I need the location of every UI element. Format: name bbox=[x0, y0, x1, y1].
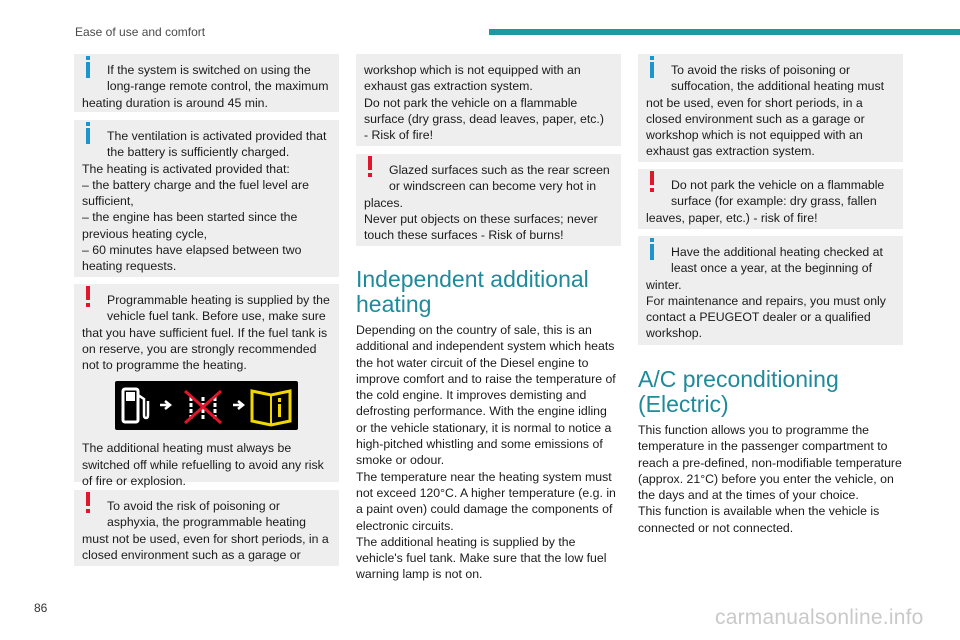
note-text: – 60 minutes have elapsed between two heating requests. bbox=[82, 243, 302, 274]
note-text: leaves, paper, etc.) - risk of fire! bbox=[646, 210, 818, 225]
body-paragraph: The additional heating is supplied by the vehicle's fuel tank. Make sure that the low fuel warning lamp is not on. bbox=[356, 534, 607, 582]
note-text: workshop which is not equipped with an exhaust gas extraction system. bbox=[364, 63, 581, 94]
note-text: - Risk of fire! bbox=[364, 128, 434, 143]
note-text: Do not park the vehicle on a flammable surface (dry grass, dead leaves, paper, etc.) bbox=[364, 95, 604, 126]
section-title: Ease of use and comfort bbox=[75, 25, 206, 39]
section-body bbox=[638, 422, 903, 536]
note-text: places. bbox=[364, 195, 403, 210]
note-text: To avoid the risks of poisoning or suffocation, the additional heating must bbox=[671, 63, 885, 94]
fuel-pump-icon bbox=[123, 389, 148, 422]
header-accent-bar bbox=[489, 29, 960, 35]
body-paragraph: Depending on the country of sale, this is an additional and independent system which heats the hot water circuit of the Diesel engine to improve comfort and to raise the temperature of the cold engine. It improves demisting and defrosting performance. With the engine idling or the vehicle stationary, it is normal to notice a high-pitched whistling and some emissions of smoke or odour. bbox=[356, 323, 616, 468]
pictogram-strip bbox=[115, 381, 298, 430]
info-note bbox=[74, 120, 339, 277]
warning-note bbox=[74, 284, 339, 489]
section-heading: Independent additional heating bbox=[356, 266, 589, 317]
page-number: 86 bbox=[34, 601, 48, 615]
warning-note bbox=[356, 154, 621, 246]
note-text: Programmable heating is supplied by the vehicle fuel tank. Before use, make sure bbox=[107, 293, 330, 324]
note-text: that you have sufficient fuel. If the fuel tank is on reserve, you are strongly recommended not to programme the heating. bbox=[82, 325, 328, 373]
refuel-warning-pictogram bbox=[115, 381, 298, 430]
note-text: heating duration is around 45 min. bbox=[82, 95, 268, 110]
note-text: If the system is switched on using the long-range remote control, the maximum bbox=[107, 63, 329, 94]
note-text: – the engine has been started since the previous heating cycle, bbox=[82, 210, 298, 241]
note-text: Never put objects on these surfaces; never touch these surfaces - Risk of burns! bbox=[364, 211, 598, 243]
note-text: winter. bbox=[646, 277, 682, 292]
note-text: Glazed surfaces such as the rear screen or windscreen can become very hot in bbox=[389, 163, 610, 194]
note-text: – the battery charge and the fuel level are sufficient, bbox=[82, 177, 309, 209]
note-text: Do not park the vehicle on a flammable surface (for example: dry grass, fallen bbox=[671, 178, 885, 209]
warning-note-continued bbox=[356, 54, 621, 146]
note-text: To avoid the risk of poisoning or asphyxia, the programmable heating bbox=[107, 499, 306, 530]
body-paragraph: The temperature near the heating system must not exceed 120°C. A higher temperature (e.g. in a paint oven) could damage the components of electronic circuits. bbox=[356, 469, 616, 533]
note-text: The heating is activated provided that: bbox=[82, 161, 290, 176]
info-note bbox=[74, 54, 339, 112]
body-paragraph: This function allows you to programme the temperature in the passenger compartment to reach a pre-defined, non-modifiable temperature (approx. 21°C) before you enter the vehicle, on the days and at the times of your choice. bbox=[638, 423, 902, 503]
info-note bbox=[638, 236, 903, 345]
note-text: Have the additional heating checked at least once a year, at the beginning of bbox=[671, 245, 883, 276]
section-heading: A/C preconditioning (Electric) bbox=[638, 366, 839, 417]
section-body bbox=[356, 322, 621, 583]
watermark: carmanualsonline.info bbox=[715, 606, 924, 629]
warning-note bbox=[638, 169, 903, 229]
body-paragraph: This function is available when the vehicle is connected or not connected. bbox=[638, 504, 880, 535]
heater-off-icon bbox=[183, 389, 223, 423]
warning-note bbox=[74, 490, 339, 566]
info-note bbox=[638, 54, 903, 162]
note-text: not be used, even for short periods, in a closed environment such as a garage or workshop which is not equipped with an exhaust gas extraction system. bbox=[646, 95, 865, 159]
note-text: The ventilation is activated provided that the battery is sufficiently charged. bbox=[107, 129, 327, 160]
note-text: For maintenance and repairs, you must only contact a PEUGEOT dealer or a qualified workshop. bbox=[646, 293, 886, 341]
note-text: The additional heating must always be switched off while refuelling to avoid any risk of fire or explosion. bbox=[82, 441, 324, 489]
note-text: must not be used, even for short periods, in a closed environment such as a garage or bbox=[82, 531, 329, 562]
manual-book-icon bbox=[252, 391, 290, 425]
